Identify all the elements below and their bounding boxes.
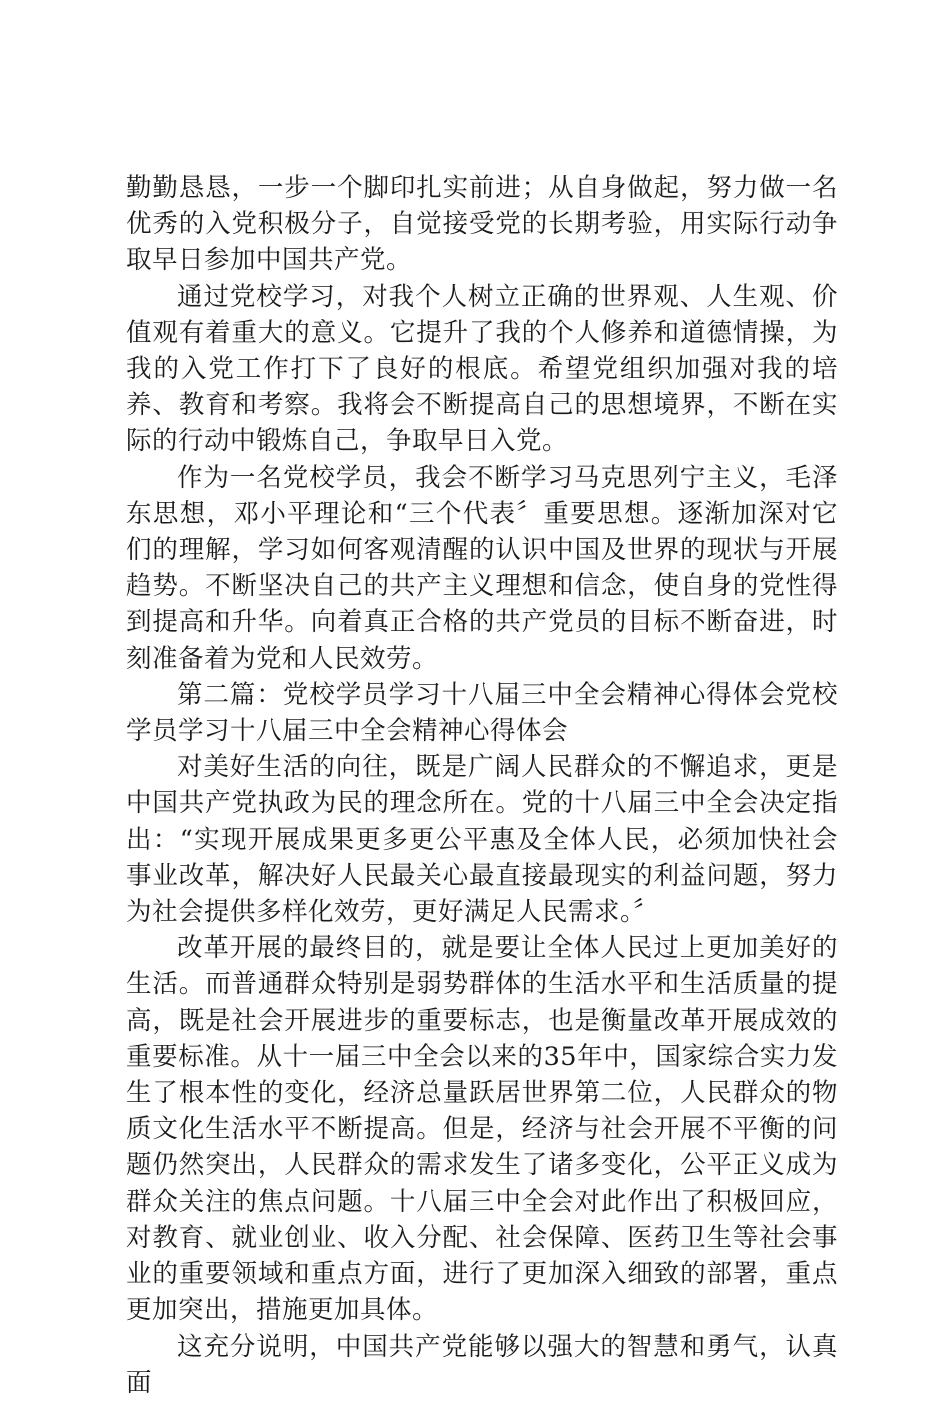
paragraph-conclusion: 这充分说明，中国共产党能够以强大的智慧和勇气，认真面 xyxy=(126,1331,838,1398)
section-heading: 第二篇：党校学员学习十八届三中全会精神心得体会党校学员学习十八届三中全会精神心得体会 xyxy=(126,679,838,747)
paragraph-party-school-study: 通过党校学习，对我个人树立正确的世界观、人生观、价值观有着重大的意义。它提升了我的个人修养和道德情操，为我的入党工作打下了良好的根底。希望党组织加强对我的培养、教育和考察。我将会不断提高自己的思想境界，不断在实际的行动中锻炼自己，争取早日入党。 xyxy=(126,281,838,457)
paragraph-continuation: 勤勤恳恳，一步一个脚印扎实前进；从自身做起，努力做一名优秀的入党积极分子，自觉接受党的长期考验，用实际行动争取早日参加中国共产党。 xyxy=(126,173,838,276)
paragraph-better-life: 对美好生活的向往，既是广阔人民群众的不懈追求，更是中国共产党执政为民的理念所在。党的十八届三中全会决定指出：“实现开展成果更多更公平惠及全体人民，必须加快社会事业改革，解决好人民最关心最直接最现实的利益问题，努力为社会提供多样化效劳，更好满足人民需求。〞 xyxy=(126,752,838,928)
paragraph-reform-goal: 改革开展的最终目的，就是要让全体人民过上更加美好的生活。而普通群众特别是弱势群体的生活水平和生活质量的提高，既是社会开展进步的重要标志，也是衡量改革开展成效的重要标准。从十一届三中全会以来的35年中，国家综合实力发生了根本性的变化，经济总量跃居世界第二位，人民群众的物质文化生活水平不断提高。但是，经济与社会开展不平衡的问题仍然突出，人民群众的需求发生了诸多变化，公平正义成为群众关注的焦点问题。十八届三中全会对此作出了积极回应，对教育、就业创业、收入分配、社会保障、医药卫生等社会事业的重要领域和重点方面，进行了更加深入细致的部署，重点更加突出，措施更加具体。 xyxy=(126,933,838,1326)
paragraph-party-school-student: 作为一名党校学员，我会不断学习马克思列宁主义，毛泽东思想，邓小平理论和“三个代表〞重要思想。逐渐加深对它们的理解，学习如何客观清醒的认识中国及世界的现状与开展趋势。不断坚决自己的共产主义理想和信念，使自身的党性得到提高和升华。向着真正合格的共产党员的目标不断奋进，时刻准备着为党和人民效劳。 xyxy=(126,462,838,674)
document-body xyxy=(126,170,838,1401)
